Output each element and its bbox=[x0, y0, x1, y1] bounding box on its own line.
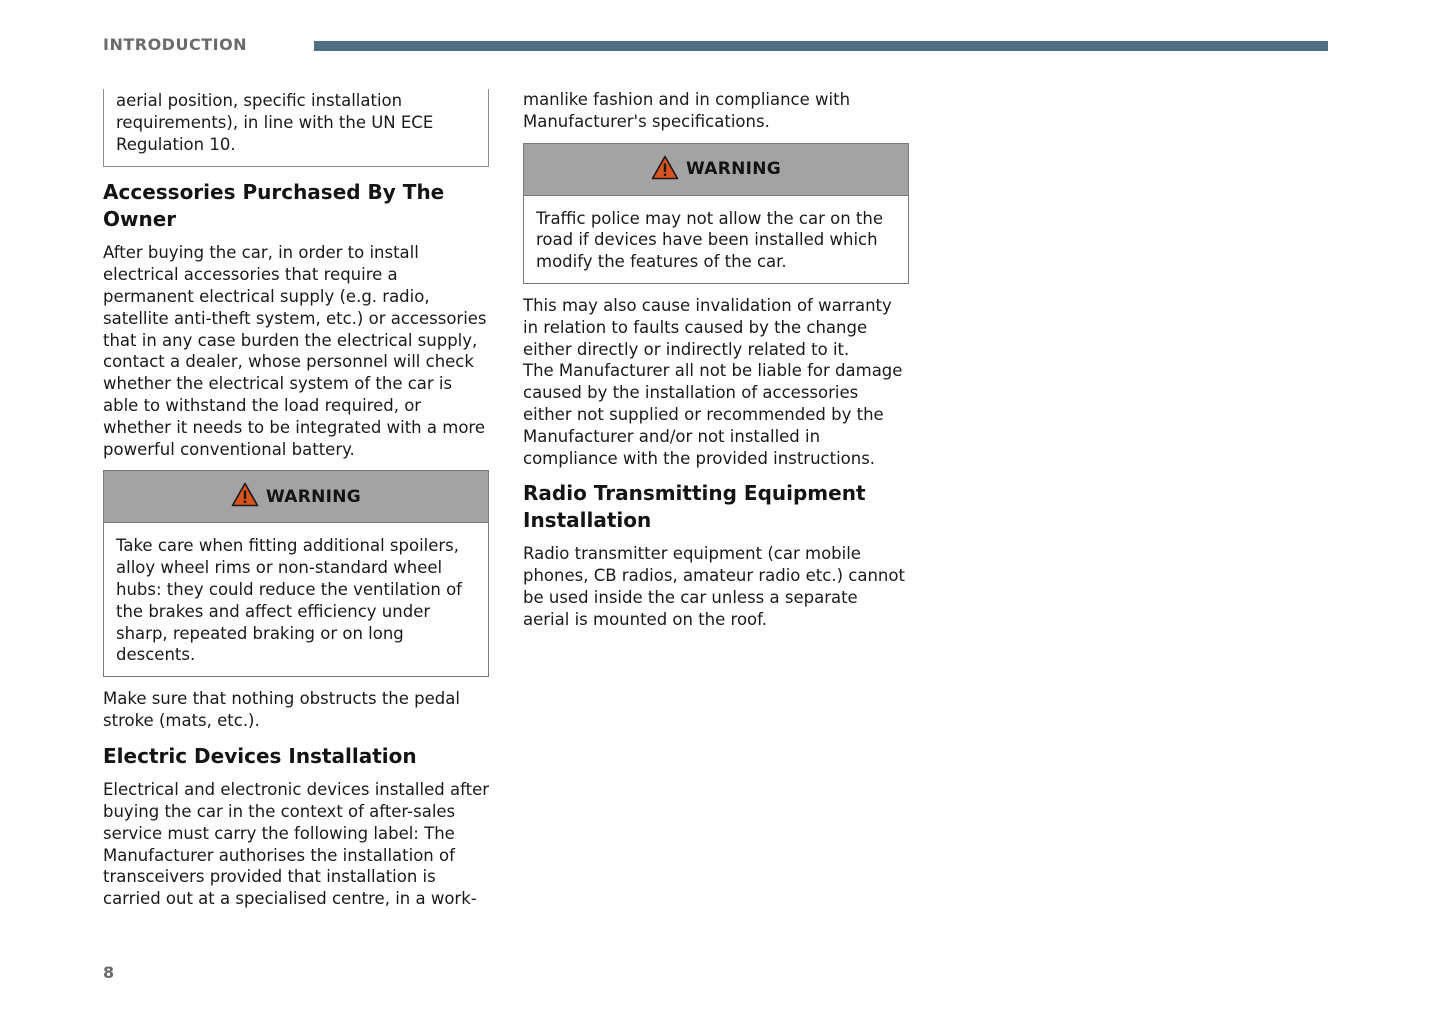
right-column bbox=[523, 89, 909, 631]
continued-paragraph: manlike fashion and in compliance with Manufacturer's specifications. bbox=[523, 90, 851, 131]
radio-paragraph: Radio transmitter equipment (car mobile phones, CB radios, amateur radio etc.) cannot be used inside the car unless a separate aerial is mounted on the roof. bbox=[523, 544, 905, 629]
continued-note-text: aerial position, specific installation requirements), in line with the UN ECE Regulation 10. bbox=[116, 91, 434, 154]
left-column bbox=[103, 89, 489, 910]
page-number: 8 bbox=[103, 963, 115, 982]
radio-heading: Radio Transmitting Equipment Installation bbox=[523, 481, 866, 532]
continued-note-box bbox=[103, 89, 489, 167]
warning-text: Traffic police may not allow the car on the road if devices have been installed which modify the features of the car. bbox=[536, 208, 884, 272]
electric-paragraph: Electrical and electronic devices installed after buying the car in the context of after-sales service must carry the following label: The Manufacturer authorises the installation of transceivers provided that installation is carried out at a specialised centre, in a work- bbox=[103, 780, 490, 909]
warning-box-traffic bbox=[523, 143, 909, 284]
warning-header bbox=[104, 471, 488, 523]
section-title: INTRODUCTION bbox=[103, 35, 248, 54]
warning-label: WARNING bbox=[685, 159, 782, 180]
warning-header bbox=[524, 144, 908, 196]
warning-body bbox=[104, 523, 488, 676]
warning-triangle-icon bbox=[231, 482, 259, 511]
electric-heading: Electric Devices Installation bbox=[103, 743, 417, 768]
warning-body bbox=[524, 196, 908, 283]
accessories-heading: Accessories Purchased By The Owner bbox=[103, 180, 445, 231]
header-rule bbox=[314, 41, 1328, 51]
warning-text: Take care when fitting additional spoilers, alloy wheel rims or non-standard wheel hubs: they could reduce the ventilation of the brakes and affect efficiency under sharp, repeated braking or on long descents. bbox=[116, 536, 462, 665]
liability-paragraph: The Manufacturer all not be liable for damage caused by the installation of accessories either not supplied or recommended by the Manufacturer and/or not installed in compliance with the provided instructions. bbox=[523, 361, 903, 468]
warning-triangle-icon bbox=[651, 155, 679, 184]
warning-label: WARNING bbox=[265, 486, 362, 507]
warranty-paragraph: This may also cause invalidation of warranty in relation to faults caused by the change either directly or indirectly related to it. bbox=[523, 295, 892, 359]
pedal-paragraph: Make sure that nothing obstructs the pedal stroke (mats, etc.). bbox=[103, 689, 460, 730]
accessories-paragraph: After buying the car, in order to install electrical accessories that require a permanent electrical supply (e.g. radio, satellite anti-theft system, etc.) or accessories that in any case burden the electrical supply, contact a dealer, whose personnel will check whether the electrical system of the car is able to withstand the load required, or whether it needs to be integrated with a more powerful conventional battery. bbox=[103, 243, 487, 459]
warning-box-spoilers bbox=[103, 470, 489, 677]
